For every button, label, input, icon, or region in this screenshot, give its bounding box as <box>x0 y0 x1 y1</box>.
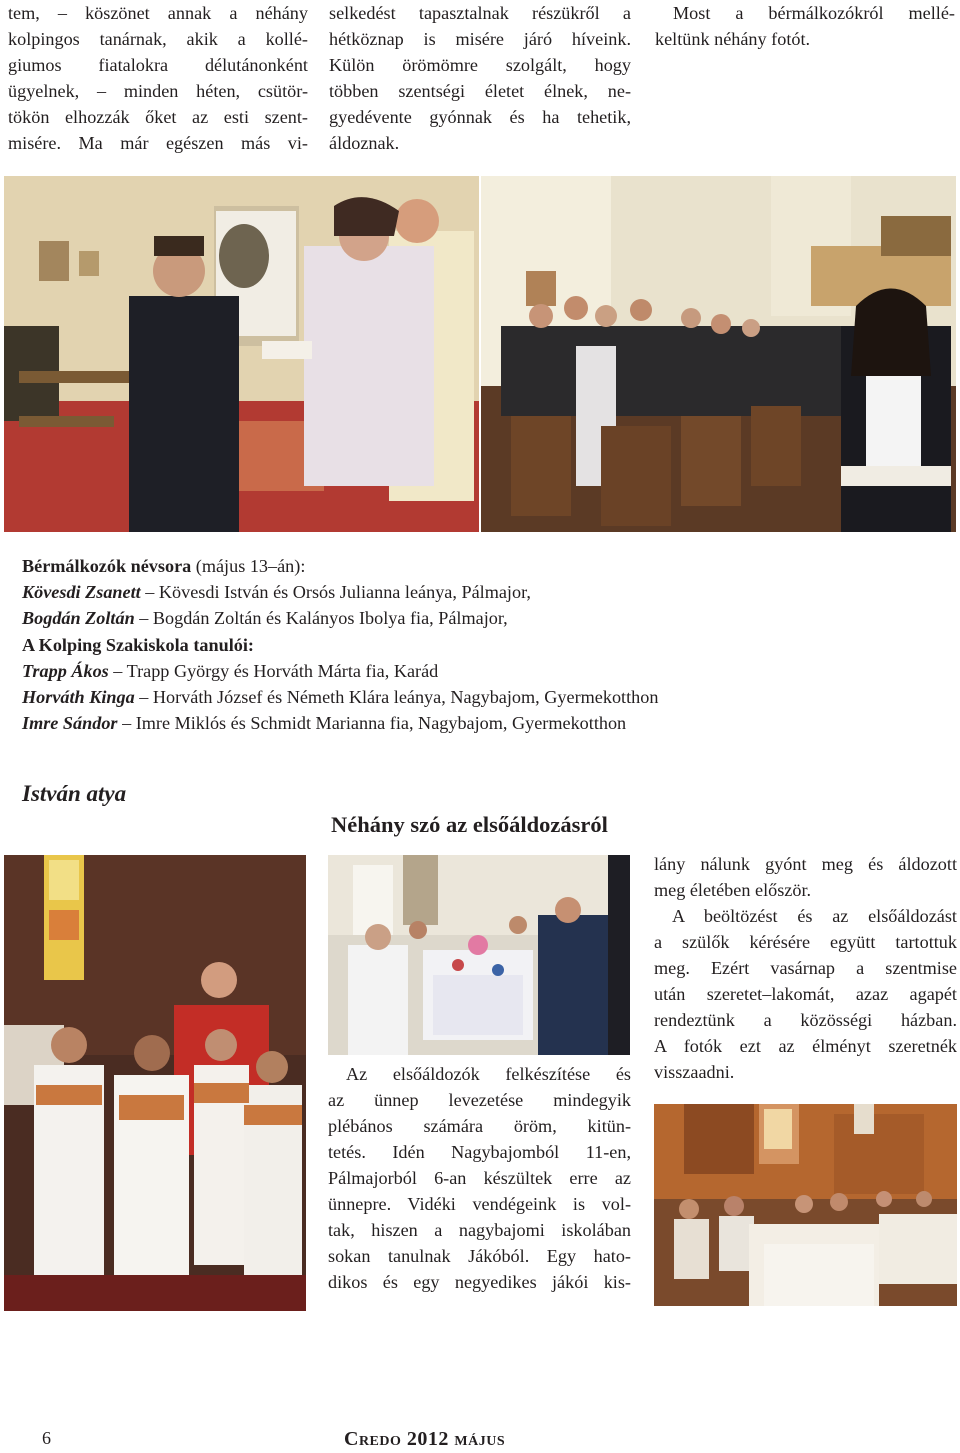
text-line: az ünnep levezetése mindegyik <box>328 1090 631 1110</box>
photo-church-pews <box>654 1104 957 1306</box>
text-line: meg. Ezért vasárnap a szentmise <box>654 958 957 978</box>
text-line: dikos és egy negyedikes jákói kis- <box>328 1272 631 1292</box>
text-line: hétköznap is misére járó híveink. <box>329 29 631 49</box>
text-line: meg életében először. <box>654 880 812 900</box>
confirmation-heading <box>22 553 822 579</box>
text-line: misére. Ma már egészen más vi- <box>8 133 308 153</box>
photo-first-communicants <box>4 855 306 1311</box>
list-item <box>22 684 822 710</box>
confirmand-parents: – Kövesdi István és Orsós Julianna leánya, Pálmajor, <box>140 582 531 603</box>
text-line: a szülők kérésére együtt tartottuk <box>654 932 957 952</box>
kolping-heading: A Kolping Szakiskola tanulói: <box>22 634 254 655</box>
confirmand-name: Kövesdi Zsanett <box>22 582 141 603</box>
list-title: Bérmálkozók névsora <box>22 556 192 576</box>
text-line: ünnepre. Vidéki vendégeink is vol- <box>328 1194 631 1214</box>
text-line: lány nálunk gyónt meg és áldozott <box>654 854 957 874</box>
article-title: Néhány szó az elsőáldozásról <box>331 812 608 837</box>
list-item <box>22 710 822 736</box>
text-line: áldoznak. <box>329 133 400 153</box>
text-line: giumos fiatalokra délutánonként <box>8 55 308 75</box>
text-line: gyedévente gyónnak és ha tehetik, <box>329 107 631 127</box>
article-column-right <box>654 851 957 1085</box>
text-line: tetés. Idén Nagybajomból 11-en, <box>328 1142 631 1162</box>
confirmand-name: Horváth Kinga <box>22 687 135 708</box>
text-line: sokan tanulnak Jákóból. Egy hato- <box>328 1246 631 1266</box>
text-line: tem, – köszönet annak a néhány <box>8 3 308 23</box>
text-line: selkedést tapasztalnak részükről a <box>329 3 631 23</box>
text-line: plébános számára öröm, kitün- <box>328 1116 631 1136</box>
text-line: után szeretet–lakomát, azaz agapét <box>654 984 957 1004</box>
photo-confirmation-ceremony <box>4 176 479 532</box>
confirmation-list <box>22 553 822 736</box>
confirmand-parents: – Bogdán Zoltán és Kalányos Ibolya fia, Pálmajor, <box>134 608 508 629</box>
text-line: Külön örömömre szolgált, hogy <box>329 55 631 75</box>
text-line: ügyelnek, – minden héten, csütör- <box>8 81 308 101</box>
text-line: Az elsőáldozók felkészítése és <box>346 1064 631 1084</box>
confirmand-parents: – Trapp György és Horváth Márta fia, Karád <box>108 660 439 681</box>
list-date: (május 13–án): <box>191 556 306 576</box>
text-line: kolpingos tanárnak, akik a kollé- <box>8 29 308 49</box>
confirmand-parents: – Horváth József és Németh Klára leánya, Nagybajom, Gyermekotthon <box>134 687 659 708</box>
photo-congregation <box>481 176 956 532</box>
author-signature: István atya <box>22 781 127 806</box>
text-line: visszaadni. <box>654 1062 735 1082</box>
list-item <box>22 579 822 605</box>
text-line: Most a bérmálkozókról mellé- <box>673 3 955 23</box>
text-line: A beöltözést és az elsőáldozást <box>672 906 957 926</box>
text-line: tökön elhozzák őket az esti szent- <box>8 107 308 127</box>
confirmand-name: Imre Sándor <box>22 713 118 734</box>
intro-column-2 <box>329 0 631 156</box>
article-column-middle <box>328 1061 631 1295</box>
photo-agape-meal <box>328 855 630 1055</box>
confirmand-name: Trapp Ákos <box>22 660 109 681</box>
list-item <box>22 658 822 684</box>
text-line: többen szentségi életet élnek, ne- <box>329 81 631 101</box>
list-item <box>22 605 822 631</box>
page-number: 6 <box>42 1428 51 1448</box>
confirmand-parents: – Imre Miklós és Schmidt Marianna fia, Nagybajom, Gyermekotthon <box>117 713 627 734</box>
magazine-footer: Credo 2012 május <box>344 1428 506 1450</box>
text-line: tak, hiszen a nagybajomi iskolában <box>328 1220 631 1240</box>
intro-column-3 <box>655 0 955 52</box>
text-line: keltünk néhány fotót. <box>655 29 811 49</box>
text-line: rendeztünk a közösségi házban. <box>654 1010 957 1030</box>
intro-column-1 <box>8 0 308 156</box>
confirmand-name: Bogdán Zoltán <box>22 608 135 629</box>
text-line: A fotók ezt az élményt szeretnék <box>654 1036 957 1056</box>
text-line: Pálmajorból 6-an készültek erre az <box>328 1168 631 1188</box>
